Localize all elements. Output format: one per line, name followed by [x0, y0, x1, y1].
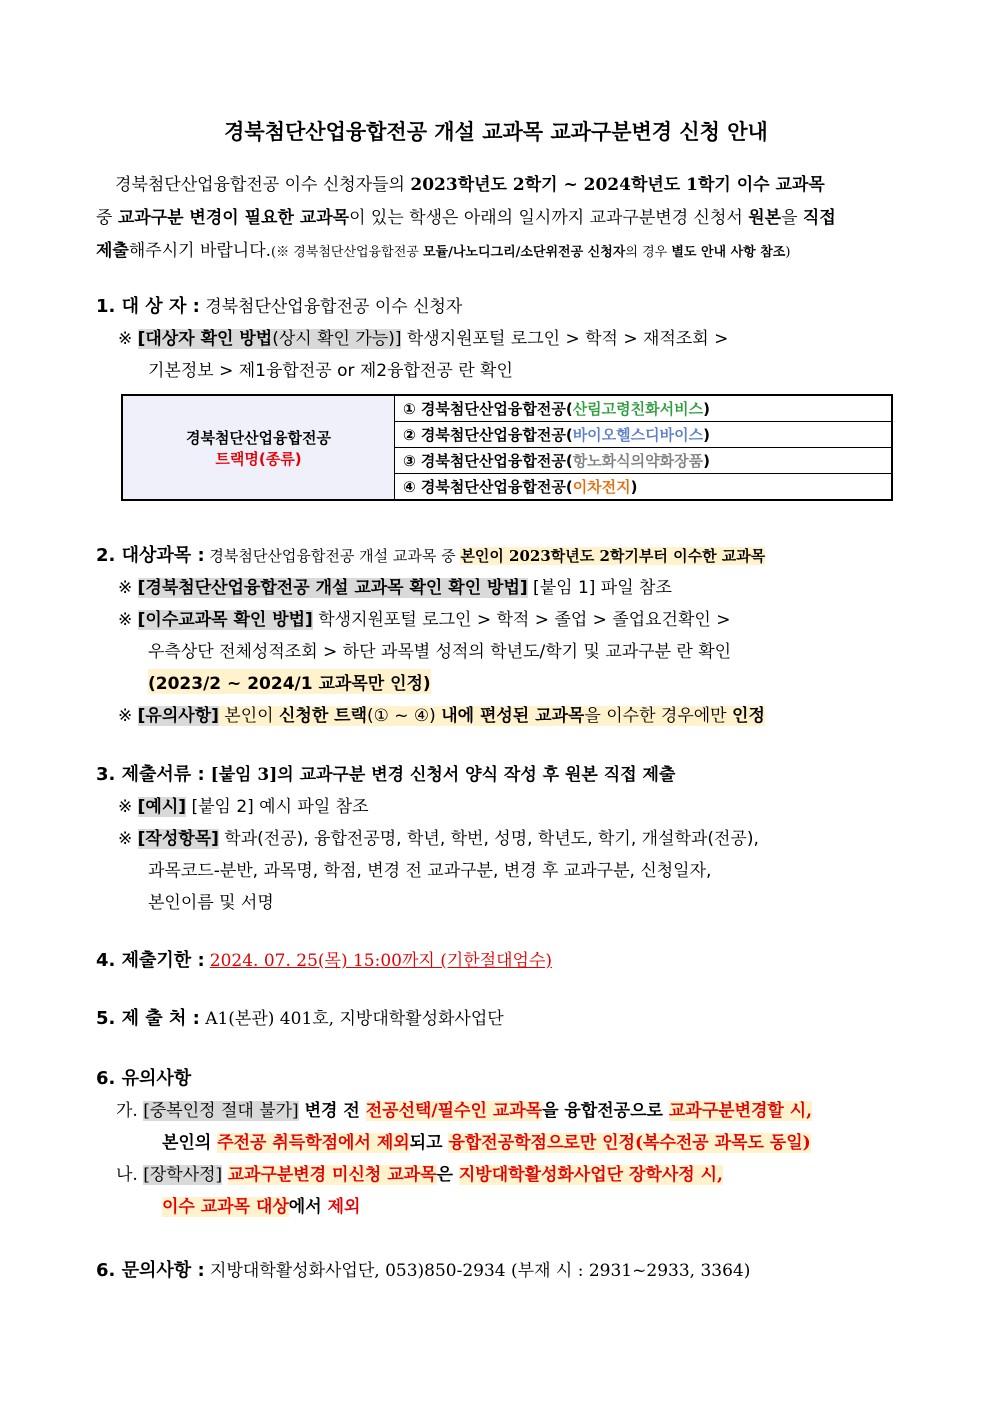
- section-label: 5. 제 출 처 :: [96, 1008, 200, 1029]
- section-label: 1. 대 상 자 :: [96, 296, 200, 317]
- intro-line-1: [115, 170, 825, 195]
- section-2-heading: [96, 541, 765, 567]
- track-table-header: [122, 395, 395, 500]
- note-label: [예시]: [137, 797, 187, 817]
- intro-text: 해주시기 바랍니다.: [128, 241, 272, 261]
- note-text: 학생지원포털 로그인 > 학적 > 재적조회 >: [401, 329, 729, 349]
- section-text: [붙임 3]의 교과구분 변경 신청서 양식 작성 후 원본 직접 제출: [204, 765, 676, 785]
- track-table-header-title: 경북첨단산업융합전공: [186, 428, 331, 447]
- note-label: [경북첨단산업융합전공 개설 교과목 확인 확인 방법]: [137, 578, 528, 598]
- note-label: [대상자 확인 방법: [137, 329, 273, 349]
- note-label: [작성항목]: [137, 829, 219, 849]
- track-row-4: ④ 경북첨단산업융합전공(이차전지): [395, 474, 893, 501]
- section-6-item-na-cont: 이수 교과목 대상에서 제외: [162, 1197, 361, 1217]
- intro-text: 경북첨단산업융합전공 이수 신청자들의: [115, 175, 411, 195]
- intro-note: (※ 경북첨단산업융합전공: [271, 245, 423, 260]
- note-text: 학과(전공), 융합전공명, 학년, 학번, 성명, 학년도, 학기, 개설학과(전공),: [218, 829, 759, 849]
- note-label: [유의사항]: [137, 706, 219, 726]
- track-row-2: ② 경북첨단산업융합전공(바이오헬스디바이스): [395, 422, 893, 448]
- intro-emphasis: 제출: [96, 241, 129, 261]
- note-label: [이수교과목 확인 방법]: [137, 610, 313, 630]
- contact-text: 지방대학활성화사업단, 053)850-2934 (부재 시 : 2931~2933, 3364): [204, 1261, 751, 1281]
- section-3-note-2-cont2: 본인이름 및 서명: [148, 893, 274, 913]
- intro-note: ): [785, 245, 791, 260]
- section-label: 2. 대상과목 :: [96, 545, 205, 566]
- section-3-note-1: ※ [예시] [붙임 2] 예시 파일 참조: [118, 797, 369, 817]
- track-table: [121, 394, 893, 501]
- note-label: (상시 확인 가능)]: [272, 329, 402, 349]
- section-text: 경북첨단산업융합전공 개설 교과목 중: [204, 547, 461, 565]
- intro-note: 의 경우: [625, 245, 672, 260]
- track-row-3: ③ 경북첨단산업융합전공(항노화식의약화장품): [395, 448, 893, 474]
- section-5-heading: [96, 1004, 504, 1030]
- intro-emphasis: 직접: [802, 208, 836, 228]
- note-text: 학생지원포털 로그인 > 학적 > 졸업 > 졸업요건확인 >: [312, 610, 731, 630]
- intro-emphasis: 원본: [748, 208, 782, 228]
- section-highlight: 본인이 2023학년도 2학기부터 이수한 교과목: [460, 547, 766, 565]
- section-1-note-cont: 기본정보 > 제1융합전공 or 제2융합전공 란 확인: [148, 361, 513, 381]
- section-2-note-2-cont: 우측상단 전체성적조회 > 하단 과목별 성적의 학년도/학기 및 교과구분 란 확인: [148, 642, 732, 662]
- section-label: 6. 문의사항 :: [96, 1260, 205, 1281]
- section-6-heading: 6. 유의사항: [96, 1068, 192, 1089]
- section-2-note-2-period: (2023/2 ~ 2024/1 교과목만 인정): [148, 669, 431, 694]
- section-text: A1(본관) 401호, 지방대학활성화사업단: [199, 1009, 504, 1029]
- section-6-item-ga: 가. [중복인정 절대 불가] 변경 전 전공선택/필수인 교과목을 융합전공으로 교과구분변경할 시,: [116, 1101, 813, 1121]
- section-label: 3. 제출서류 :: [96, 764, 205, 785]
- section-2-note-2: ※ [이수교과목 확인 방법] 학생지원포털 로그인 > 학적 > 졸업 > 졸업요건확인 >: [118, 610, 731, 630]
- section-3-heading: [96, 760, 675, 786]
- section-2-note-3: ※ [유의사항] 본인이 신청한 트랙(① ~ ④) 내에 편성된 교과목을 이수한 경우에만 인정: [118, 706, 765, 726]
- intro-line-2: [96, 203, 836, 228]
- intro-text: 이 있는 학생은 아래의 일시까지 교과구분변경 신청서: [349, 208, 749, 228]
- section-label: 4. 제출기한 :: [96, 950, 205, 971]
- intro-text: 을: [781, 208, 803, 228]
- section-3-note-2: ※ [작성항목] 학과(전공), 융합전공명, 학년, 학번, 성명, 학년도, 학기, 개설학과(전공),: [118, 829, 759, 849]
- track-row-1: ① 경북첨단산업융합전공(산림고령친화서비스): [395, 395, 893, 422]
- contact-heading: [96, 1256, 750, 1282]
- section-1-heading: [96, 292, 462, 318]
- section-6-item-na: 나. [장학사정] 교과구분변경 미신청 교과목은 지방대학활성화사업단 장학사정 시,: [116, 1165, 723, 1185]
- note-text: [붙임 2] 예시 파일 참조: [186, 797, 369, 817]
- note-text: [붙임 1] 파일 참조: [527, 578, 672, 598]
- section-4-heading: [96, 946, 552, 972]
- reference-mark: ※: [118, 329, 138, 349]
- intro-text: 중: [96, 208, 118, 228]
- intro-emphasis: 교과구분 변경이 필요한 교과목: [117, 208, 350, 228]
- section-3-note-2-cont: 과목코드-분반, 과목명, 학점, 변경 전 교과구분, 변경 후 교과구분, 신청일자,: [148, 861, 712, 881]
- intro-line-3: [96, 236, 790, 261]
- section-6-item-ga-cont: 본인의 주전공 취득학점에서 제외되고 융합전공학점으로만 인정(복수전공 과목도 동일): [162, 1133, 811, 1153]
- section-1-note: [118, 324, 728, 349]
- deadline-date: 2024. 07. 25(목) 15:00까지 (기한절대엄수): [209, 951, 553, 971]
- page-title: 경북첨단산업융합전공 개설 교과목 교과구분변경 신청 안내: [224, 120, 768, 144]
- track-table-header-sub: 트랙명(종류): [215, 449, 302, 468]
- intro-note-emphasis: 모듈/나노디그리/소단위전공 신청자: [422, 245, 626, 260]
- note-label: [중복인정 절대 불가]: [143, 1101, 299, 1121]
- intro-note-emphasis: 별도 안내 사항 참조: [671, 245, 786, 260]
- section-2-note-1: ※ [경북첨단산업융합전공 개설 교과목 확인 확인 방법] [붙임 1] 파일 참조: [118, 578, 672, 598]
- section-text: 경북첨단산업융합전공 이수 신청자: [199, 297, 463, 317]
- intro-period: 2023학년도 2학기 ~ 2024학년도 1학기 이수 교과목: [410, 175, 825, 195]
- note-label: [장학사정]: [143, 1165, 223, 1185]
